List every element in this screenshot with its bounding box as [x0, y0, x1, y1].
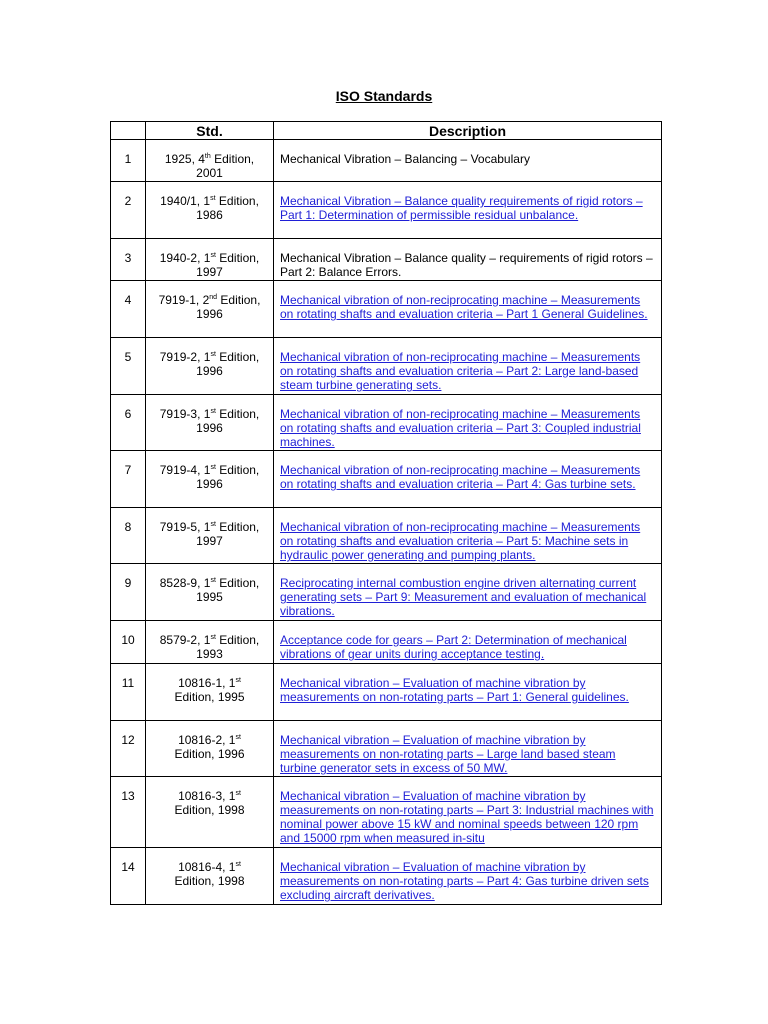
description-link[interactable]: Mechanical vibration – Evaluation of machine vibration by measurements on non-rotating parts – Part 4: Gas turbine driven sets excluding aircraft derivatives.: [280, 860, 649, 902]
description-cell: [274, 140, 662, 182]
edition-ordinal-suffix: st: [210, 252, 216, 259]
row-number: 13: [111, 777, 146, 848]
description-cell: [274, 664, 662, 721]
table-row: [111, 564, 662, 621]
table-row: [111, 239, 662, 281]
standard-number: 1925, 4: [164, 152, 205, 166]
standard-cell: [146, 777, 274, 848]
header-no: [111, 122, 146, 140]
description-link[interactable]: Acceptance code for gears – Part 2: Determination of mechanical vibrations of gear units during acceptance testing.: [280, 633, 627, 661]
edition-ordinal-suffix: st: [210, 195, 216, 202]
description-link[interactable]: Reciprocating internal combustion engine driven alternating current generating sets – Part 9: Measurement and evaluation of mechanical vibrations.: [280, 576, 647, 618]
standard-cell: [146, 721, 274, 777]
standard-number: 7919-2, 1: [159, 350, 211, 364]
description-cell: [274, 621, 662, 664]
edition-ordinal-suffix: st: [210, 521, 216, 528]
standard-number: 10816-1, 1: [178, 676, 236, 690]
row-number: 6: [111, 395, 146, 451]
edition-year: Edition, 1996: [174, 747, 245, 761]
standard-cell: [146, 338, 274, 395]
edition-ordinal-suffix: st: [235, 734, 241, 741]
header-row: [111, 122, 662, 140]
edition-label: Edition,: [217, 293, 261, 307]
edition-year: 1997: [196, 534, 223, 548]
edition-ordinal-suffix: nd: [209, 294, 218, 301]
table-row: [111, 777, 662, 848]
edition-label: Edition,: [215, 407, 260, 421]
description-cell: [274, 182, 662, 239]
standard-cell: [146, 281, 274, 338]
row-number: 4: [111, 281, 146, 338]
table-row: [111, 621, 662, 664]
table-row: [111, 451, 662, 508]
row-number: 11: [111, 664, 146, 721]
description-link[interactable]: Mechanical vibration – Evaluation of machine vibration by measurements on non-rotating parts – Part 3: Industrial machines with nominal power above 15 kW and nominal speeds between 120 rpm and 15000 rpm when measured in-situ: [280, 789, 654, 845]
table-row: [111, 848, 662, 905]
standard-cell: [146, 664, 274, 721]
standard-cell: [146, 140, 274, 182]
description-cell: [274, 451, 662, 508]
standard-cell: [146, 508, 274, 564]
row-number: 5: [111, 338, 146, 395]
standard-number: 7919-4, 1: [159, 463, 211, 477]
edition-year: 1996: [196, 421, 223, 435]
row-number: 7: [111, 451, 146, 508]
edition-year: Edition, 1998: [174, 874, 245, 888]
edition-year: Edition, 1995: [174, 690, 245, 704]
description-link[interactable]: Mechanical vibration – Evaluation of machine vibration by measurements on non-rotating parts – Part 1: General guidelines.: [280, 676, 629, 704]
description-cell: [274, 338, 662, 395]
edition-label: Edition,: [215, 520, 260, 534]
edition-ordinal-suffix: st: [235, 861, 241, 868]
table-row: [111, 140, 662, 182]
description-link[interactable]: Mechanical vibration of non-reciprocating machine – Measurements on rotating shafts and evaluation criteria – Part 4: Gas turbine sets.: [280, 463, 641, 491]
header-std: Std.: [146, 122, 274, 140]
standard-cell: [146, 848, 274, 905]
standard-cell: [146, 451, 274, 508]
edition-year: 1993: [196, 647, 223, 661]
edition-ordinal-suffix: st: [210, 577, 216, 584]
standard-number: 10816-4, 1: [178, 860, 236, 874]
description-link[interactable]: Mechanical vibration of non-reciprocating machine – Measurements on rotating shafts and evaluation criteria – Part 3: Coupled industrial machines.: [280, 407, 641, 449]
edition-ordinal-suffix: st: [210, 351, 216, 358]
edition-label: Edition,: [215, 194, 259, 208]
description-link[interactable]: Mechanical vibration – Evaluation of machine vibration by measurements on non-rotating parts – Large land based steam turbine generator sets in excess of 50 MW.: [280, 733, 616, 775]
standard-number: 8579-2, 1: [159, 633, 211, 647]
table-row: [111, 338, 662, 395]
edition-label: Edition,: [215, 463, 260, 477]
standard-cell: [146, 621, 274, 664]
standard-number: 7919-5, 1: [159, 520, 211, 534]
row-number: 3: [111, 239, 146, 281]
edition-year: Edition, 1998: [174, 803, 245, 817]
edition-label: Edition,: [215, 633, 260, 647]
row-number: 9: [111, 564, 146, 621]
description-link[interactable]: Mechanical vibration of non-reciprocating machine – Measurements on rotating shafts and evaluation criteria – Part 1 General Guidelines.: [280, 293, 648, 321]
edition-label: Edition,: [215, 251, 260, 265]
header-description: Description: [274, 122, 662, 140]
standard-number: 10816-3, 1: [178, 789, 236, 803]
edition-label: Edition,: [210, 152, 255, 166]
standard-cell: [146, 395, 274, 451]
edition-year: 1996: [196, 307, 223, 321]
row-number: 8: [111, 508, 146, 564]
description-link[interactable]: Mechanical vibration of non-reciprocating machine – Measurements on rotating shafts and evaluation criteria – Part 5: Machine sets in hydraulic power generating and pumping plants.: [280, 520, 641, 562]
table-row: [111, 508, 662, 564]
standard-number: 1940-2, 1: [159, 251, 211, 265]
description-cell: [274, 564, 662, 621]
description-cell: [274, 239, 662, 281]
description-cell: [274, 721, 662, 777]
table-row: [111, 664, 662, 721]
description-text: Mechanical Vibration – Balancing – Vocabulary: [280, 152, 530, 166]
row-number: 2: [111, 182, 146, 239]
edition-label: Edition,: [215, 576, 260, 590]
description-cell: [274, 848, 662, 905]
row-number: 10: [111, 621, 146, 664]
edition-year: 1995: [196, 590, 223, 604]
edition-ordinal-suffix: st: [235, 677, 241, 684]
iso-standards-table: [110, 121, 662, 905]
standard-number: 1940/1, 1: [160, 194, 211, 208]
row-number: 14: [111, 848, 146, 905]
edition-label: Edition,: [215, 350, 260, 364]
row-number: 12: [111, 721, 146, 777]
standard-cell: [146, 239, 274, 281]
standard-number: 10816-2, 1: [178, 733, 236, 747]
row-number: 1: [111, 140, 146, 182]
edition-ordinal-suffix: th: [204, 153, 211, 160]
standard-number: 8528-9, 1: [159, 576, 211, 590]
description-cell: [274, 508, 662, 564]
page-title: ISO Standards: [335, 88, 433, 104]
edition-year: 1997: [196, 265, 223, 279]
description-link[interactable]: Mechanical vibration of non-reciprocating machine – Measurements on rotating shafts and evaluation criteria – Part 2: Large land-based steam turbine generating sets.: [280, 350, 641, 392]
standard-cell: [146, 182, 274, 239]
standard-cell: [146, 564, 274, 621]
table-row: [111, 721, 662, 777]
edition-year: 1996: [196, 364, 223, 378]
edition-year: 2001: [196, 166, 223, 180]
edition-year: 1996: [196, 477, 223, 491]
description-cell: [274, 395, 662, 451]
edition-ordinal-suffix: st: [235, 790, 241, 797]
description-cell: [274, 777, 662, 848]
description-link[interactable]: Mechanical Vibration – Balance quality requirements of rigid rotors – Part 1: Determination of permissible residual unbalance.: [280, 194, 643, 222]
standard-number: 7919-1, 2: [158, 293, 210, 307]
edition-ordinal-suffix: st: [210, 408, 216, 415]
standard-number: 7919-3, 1: [159, 407, 211, 421]
edition-ordinal-suffix: st: [210, 464, 216, 471]
description-cell: [274, 281, 662, 338]
table-row: [111, 182, 662, 239]
edition-year: 1986: [196, 208, 223, 222]
table-row: [111, 281, 662, 338]
description-text: Mechanical Vibration – Balance quality – requirements of rigid rotors – Part 2: Balance Errors.: [280, 251, 653, 279]
table-row: [111, 395, 662, 451]
edition-ordinal-suffix: st: [210, 634, 216, 641]
